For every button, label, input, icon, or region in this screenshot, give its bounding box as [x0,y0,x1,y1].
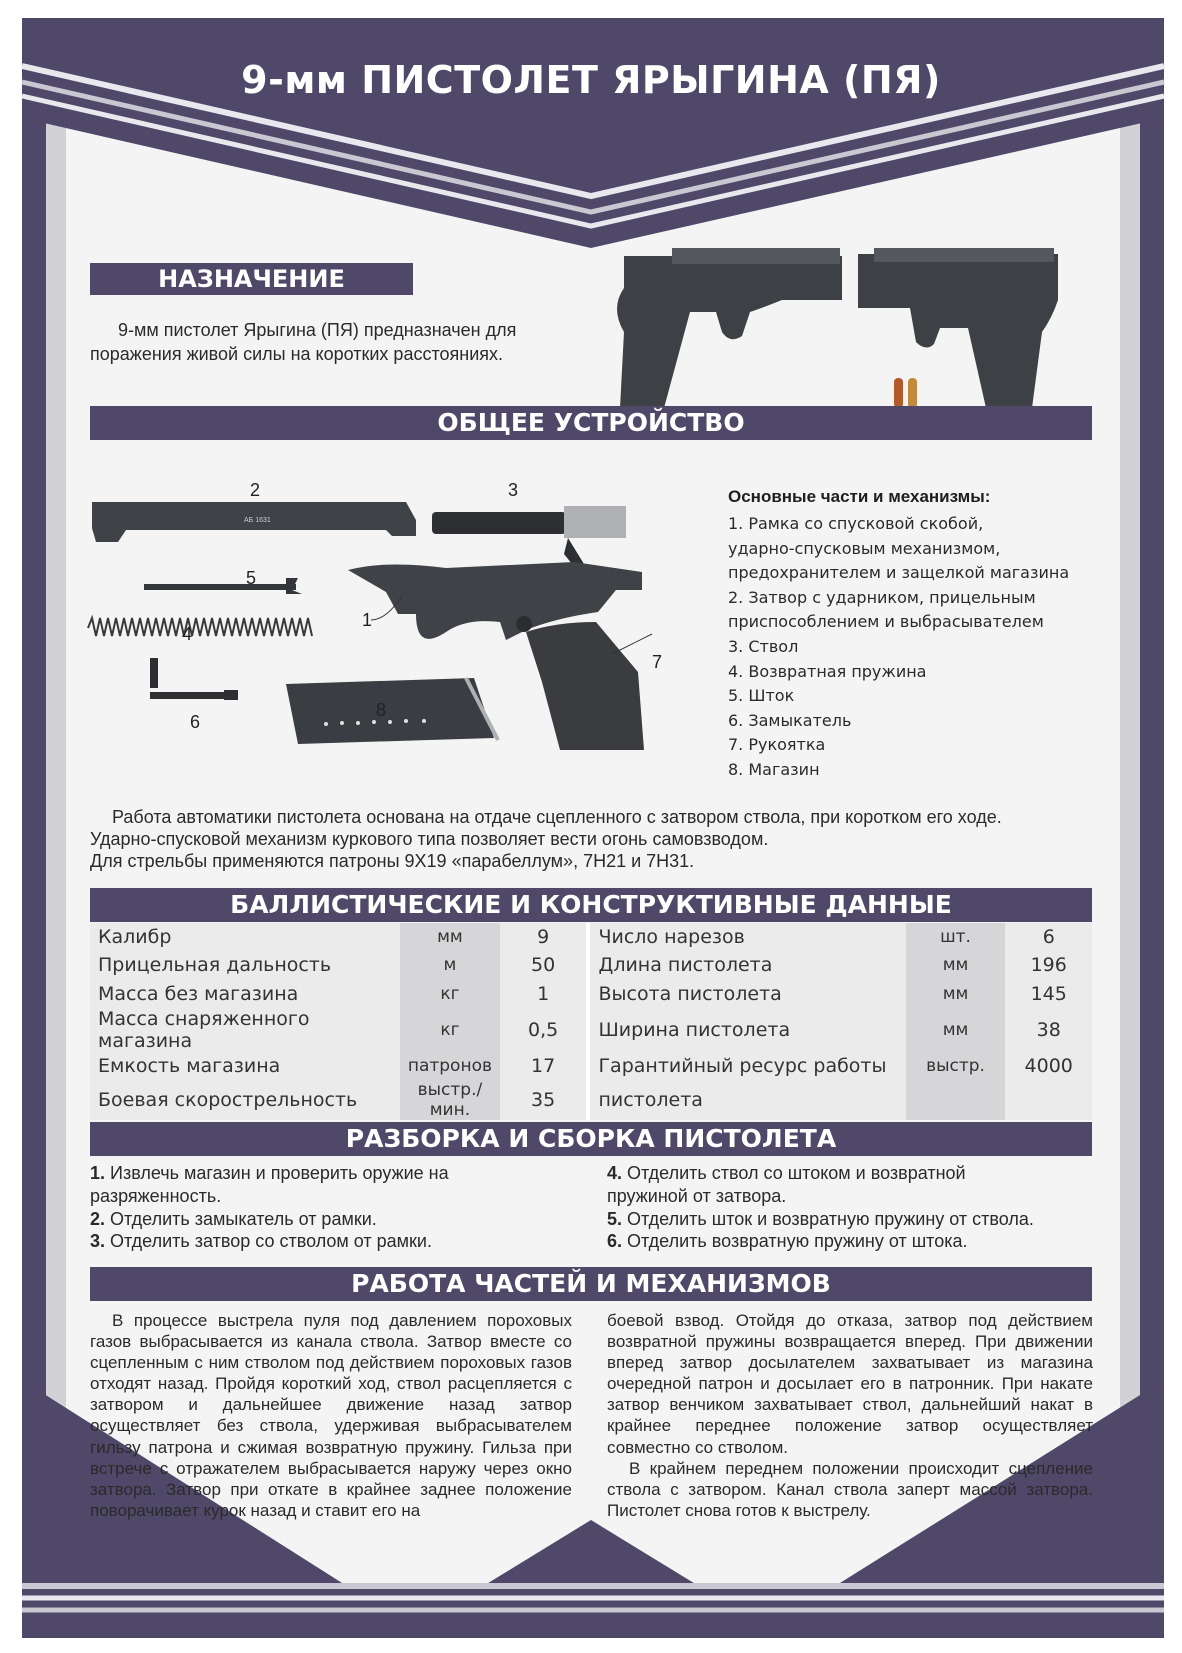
step-6: 6. Отделить возвратную пружину от штока. [607,1231,968,1252]
left-label: Боевая скорострельность [98,1089,358,1112]
parts-list-title: Основные части и механизмы: [728,487,991,506]
table-row [90,951,1092,979]
part-barrel-image [432,506,626,564]
callout-4: 4 [182,624,193,644]
ballistic-heading: БАЛЛИСТИЧЕСКИЕ И КОНСТРУКТИВНЫЕ ДАННЫЕ [90,888,1092,922]
right-unit: выстр. [906,1052,1006,1080]
left-label: Прицельная дальность [98,954,332,977]
left-value: 0,5 [528,1018,559,1041]
table-row [90,1080,1092,1120]
work-paragraph-2: боевой взвод. Отойдя до отказа, затвор под действием возвратной пружины возвращается вперед. При движении вперед затвор досылателем захватывает из магазина очередной патрон и досылает его в патронник. При накате затвор венчиком захватывает ствол, дальнейший накат в крайнее переднее положение затвор осуществляет совместно со стволом. [607,1311,1093,1457]
part-spring-image [88,618,312,636]
left-label: Масса снаряженного магазина [98,1007,310,1052]
callout-1: 1 [362,610,373,630]
parts-list-line: 3. Ствол [728,636,799,656]
right-unit: мм [906,951,1006,979]
right-unit: мм [906,980,1006,1008]
right-label: Гарантийный ресурс работы [598,1055,887,1078]
callout-2: 2 [250,480,261,500]
callout-6: 6 [190,712,201,732]
right-label: Число нарезов [598,926,745,949]
left-unit: патронов [400,1052,500,1080]
right-value: 6 [1042,926,1055,949]
part-slide-image [92,502,416,542]
table-row [90,1008,1092,1052]
parts-list [728,512,1088,783]
table-row [90,1052,1092,1080]
step-number: 2. [90,1208,106,1229]
step-3: 3. Отделить затвор со стволом от рамки. [90,1231,432,1252]
parts-list-line: 5. Шток [728,686,795,706]
right-value: 196 [1030,954,1067,977]
work-text-left [90,1310,572,1521]
step-number: 3. [90,1231,106,1252]
slide-marking: АБ 1631 [244,517,271,524]
left-unit: мм [400,923,500,951]
step-1: 1. Извлечь магазин и проверить оружие на [90,1163,449,1183]
cartridge-2-image [908,378,917,408]
right-label: Высота пистолета [598,982,782,1005]
parts-list-line: приспособлением и выбрасывателем [728,612,1044,632]
pistols-photo [612,248,1090,420]
parts-list-line: предохранителем и защелкой магазина [728,563,1070,583]
disassembly-heading: РАЗБОРКА И СБОРКА ПИСТОЛЕТА [90,1122,1092,1156]
general-heading: ОБЩЕЕ УСТРОЙСТВО [90,406,1092,440]
table-row [90,923,1092,951]
step-1-cont: разряженность. [90,1185,222,1206]
right-value: 38 [1036,1018,1061,1041]
automation-line-2: Ударно-спусковой механизм куркового типа позволяет вести огонь самовзводом. [90,829,769,849]
right-unit: шт. [906,923,1006,951]
step-number: 1. [90,1163,106,1183]
parts-list-line: 6. Замыкатель [728,710,852,730]
left-label: Масса без магазина [98,982,299,1005]
part-locker-image [150,658,238,700]
right-label: Длина пистолета [598,954,773,977]
step-5: 5. Отделить шток и возвратную пружину от ствола. [607,1208,1034,1229]
right-value: 145 [1030,982,1067,1005]
left-value: 50 [531,954,556,977]
purpose-text-line-1: 9-мм пистолет Ярыгина (ПЯ) предназначен для [118,320,517,340]
work-text-right [607,1310,1093,1521]
right-unit [906,1080,1006,1120]
parts-list-line: 7. Рукоятка [728,735,826,755]
parts-list-line: 1. Рамка со спусковой скобой, [728,514,984,533]
parts-list-line: 8. Магазин [728,759,820,779]
step-2: 2. Отделить замыкатель от рамки. [90,1208,377,1229]
cartridge-1-image [894,378,903,408]
step-number: 4. [607,1163,623,1183]
left-value: 17 [531,1055,556,1078]
disassembly-steps-right [607,1162,1097,1253]
right-label: Ширина пистолета [598,1018,791,1041]
left-unit: кг [400,1008,500,1052]
left-value: 9 [537,926,550,949]
disassembly-steps-left [90,1162,580,1253]
parts-diagram [86,472,698,798]
work-paragraph-1: В процессе выстрела пуля под давлением пороховых газов выбрасывается из канала ствола. Затвор вместе со сцепленным с ним стволом под действием пороховых газов отходят назад. Пройдя короткий ход, ствол расцепляется с затвором и дальнейшее движение назад затвор осуществляет без ствола, удерживая выбрасывателем гильзу патрона и сжимая возвратную пружину. Гильза при встрече с отражателем выбрасывается наружу через окно затвора. Затвор при откате в крайнее заднее положение поворачивает курок назад и ставит его на [90,1311,572,1520]
purpose-text-line-2: поражения живой силы на коротких расстояниях. [90,344,503,364]
right-label: пистолета [598,1089,703,1112]
callout-3: 3 [508,480,519,500]
ballistic-table [90,923,1092,1120]
right-value: 4000 [1024,1055,1073,1078]
work-heading: РАБОТА ЧАСТЕЙ И МЕХАНИЗМОВ [90,1267,1092,1301]
left-label: Емкость магазина [98,1055,281,1078]
left-label: Калибр [98,926,172,949]
step-4: 4. Отделить ствол со штоком и возвратной [607,1163,966,1183]
callout-5: 5 [246,568,257,588]
poster-title: 9-мм ПИСТОЛЕТ ЯРЫГИНА (ПЯ) [241,58,941,102]
automation-line-3: Для стрельбы применяются патроны 9Х19 «парабеллум», 7Н21 и 7Н31. [90,851,695,871]
work-paragraph-3: В крайнем переднем положении происходит сцепление ствола с затвором. Канал ствола заперт массой затвора. Пистолет снова готов к выстрелу. [607,1458,1093,1520]
callout-7: 7 [652,652,663,672]
left-unit: м [400,951,500,979]
automation-line-1: Работа автоматики пистолета основана на отдаче сцепленного с затвором ствола, при коротком его ходе. [112,807,1002,827]
purpose-heading: НАЗНАЧЕНИЕ [90,263,413,295]
step-4-cont: пружиной от затвора. [607,1185,787,1206]
callout-8: 8 [376,700,387,720]
left-value: 35 [531,1089,556,1112]
part-rod-image [144,578,302,594]
parts-list-line: ударно-спусковым механизмом, [728,538,1001,558]
pistol-right-image [858,248,1058,408]
left-value: 1 [537,982,550,1005]
automation-description [90,806,1100,872]
table-row [90,980,1092,1008]
parts-list-line: 4. Возвратная пружина [728,661,927,681]
left-unit: кг [400,980,500,1008]
right-unit: мм [906,1008,1006,1052]
left-unit: выстр./мин. [400,1080,500,1120]
right-value [1005,1080,1092,1120]
step-number: 6. [607,1231,623,1252]
parts-list-line: 2. Затвор с ударником, прицельным [728,587,1036,607]
pistol-left-image [617,248,842,408]
step-number: 5. [607,1208,623,1229]
part-magazine-image [286,678,498,744]
